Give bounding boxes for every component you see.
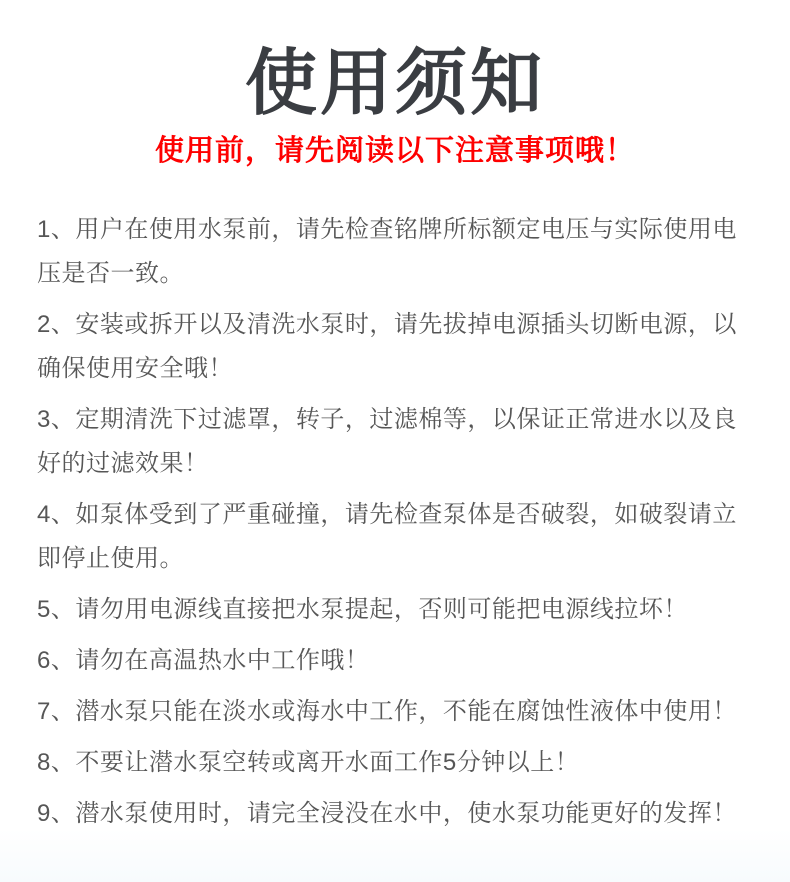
notice-item-6: 6、请勿在高温热水中工作哦！ [37,647,370,674]
notice-header [0,0,790,168]
notice-list [0,208,790,836]
notice-item-3: 3、定期清洗下过滤罩，转子，过滤棉等，以保证正常进水以及良好的过滤效果！ [37,406,737,477]
page-subtitle-warning: 使用前，请先阅读以下注意事项哦！ [154,135,635,167]
notice-item-4: 4、如泵体受到了严重碰撞，请先检查泵体是否破裂，如破裂请立即停止使用。 [37,501,737,572]
notice-item-1: 1、用户在使用水泵前，请先检查铭牌所标额定电压与实际使用电压是否一致。 [37,216,737,287]
notice-item-7: 7、潜水泵只能在淡水或海水中工作，不能在腐蚀性液体中使用！ [37,698,737,725]
notice-item-8: 8、不要让潜水泵空转或离开水面工作5分钟以上！ [37,749,580,776]
page-title: 使用须知 [244,44,545,124]
notice-item-2: 2、安装或拆开以及清洗水泵时，请先拔掉电源插头切断电源，以确保使用安全哦！ [37,311,737,382]
notice-item-5: 5、请勿用电源线直接把水泵提起，否则可能把电源线拉坏！ [37,596,688,623]
notice-item-9: 9、潜水泵使用时，请完全浸没在水中，使水泵功能更好的发挥！ [37,800,737,827]
